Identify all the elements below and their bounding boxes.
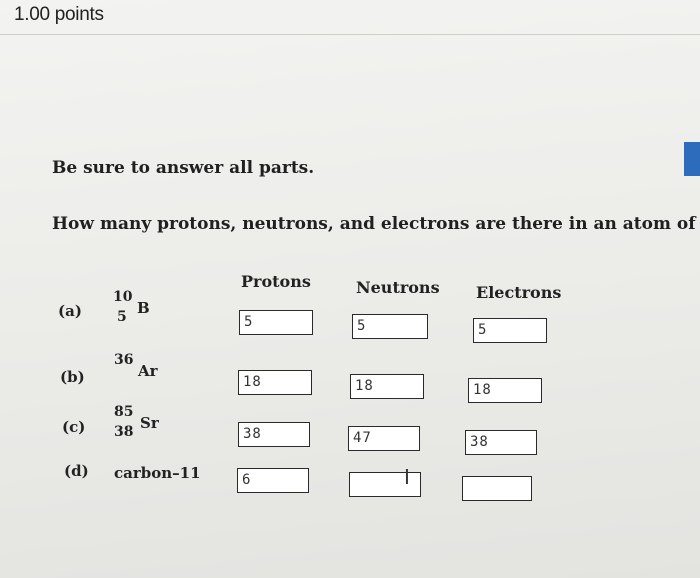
row-b-tag: (b): [60, 368, 85, 386]
question-text: How many protons, neutrons, and electrons are there in an atom of: [52, 214, 696, 234]
row-b-symbol: Ar: [138, 362, 158, 380]
row-b-mass-number: 36: [114, 352, 134, 368]
points-label: 1.00 points: [14, 4, 104, 25]
header-divider: [0, 34, 700, 35]
row-c-symbol: Sr: [140, 414, 159, 432]
row-a-symbol: B: [137, 299, 150, 317]
row-a-mass-number: 10: [113, 289, 133, 305]
row-d-electrons-input[interactable]: [462, 476, 532, 501]
row-a-atomic-number: 5: [117, 309, 127, 325]
row-b-electrons-input[interactable]: 18: [468, 378, 542, 403]
row-a-nuclide: [113, 289, 163, 329]
row-c-mass-number: 85: [114, 404, 134, 420]
row-b-protons-input[interactable]: 18: [238, 370, 312, 395]
row-b-nuclide: [114, 352, 164, 392]
instruction-text: Be sure to answer all parts.: [52, 158, 315, 178]
row-d-tag: (d): [64, 462, 89, 480]
row-c-nuclide: [114, 404, 164, 448]
row-a-tag: (a): [58, 302, 82, 320]
text-cursor-icon: I: [404, 465, 410, 489]
row-c-protons-input[interactable]: 38: [238, 422, 310, 447]
header-electrons: Electrons: [476, 283, 562, 302]
row-c-electrons-input[interactable]: 38: [465, 430, 537, 455]
row-c-atomic-number: 38: [114, 424, 134, 440]
header-protons: Protons: [241, 272, 311, 291]
row-a-neutrons-input[interactable]: 5: [352, 314, 428, 339]
row-d-name: carbon–11: [114, 464, 201, 482]
side-tab[interactable]: [684, 142, 700, 176]
row-a-protons-input[interactable]: 5: [239, 310, 313, 335]
row-b-neutrons-input[interactable]: 18: [350, 374, 424, 399]
row-a-electrons-input[interactable]: 5: [473, 318, 547, 343]
row-d-protons-input[interactable]: 6: [237, 468, 309, 493]
row-c-tag: (c): [62, 418, 86, 436]
header-neutrons: Neutrons: [356, 278, 440, 297]
row-c-neutrons-input[interactable]: 47: [348, 426, 420, 451]
